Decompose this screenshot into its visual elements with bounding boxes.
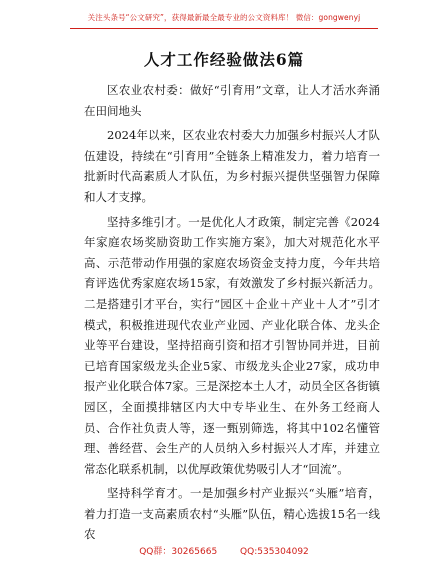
footer-qq-group: QQ群：30265665	[139, 547, 218, 557]
paragraph-talent-cultivation: 坚持科学育才。一是加强乡村产业振兴“头雁”培育，着力打造一支高素质农村“头雁”队伍，精心选拔15名一线农	[84, 486, 380, 542]
footer-contact	[0, 544, 448, 557]
document-title: 人才工作经验做法6篇	[143, 50, 305, 69]
paragraph-intro: 2024年以来，区农业农村委大力加强乡村振兴人才队伍建设，持续在“引育用”全链条上精准发力，着力培育一批新时代高素质人才队伍，为乡村振兴提供坚强智力保障和人才支撑。	[84, 128, 380, 204]
footer-qq-number: QQ:535304092	[240, 547, 309, 557]
header-divider	[70, 28, 378, 29]
paragraph-talent-attraction: 坚持多维引才。一是优化人才政策，制定完善《2024年家庭农场奖励资助工作实施方案》，加大对规范化水平高、示范带动作用强的家庭农场资金支持力度，今年共培育评选优秀家庭农场15家，有效激发了乡村振兴新活力。二是搭建引才平台，实行“园区＋企业＋产业＋人才”引才模式，积极推进现代农业产业园、产业化联合体、龙头企业等平台建设，坚持招商引资和招才引智协同并进，目前已培育国家级龙头企业5家、市级龙头企业27家，成功申报产业化联合体7家。三是深挖本土人才，动员全区各街镇园区，全面摸排辖区内大中专毕业生、在外务工经商人员、合作社负责人等，逐一甄别筛选，将其中102名懂管理、善经营、会生产的人员纳入乡村振兴人才库，并建立常态化联系机制，以优厚政策优势吸引人才“回流”。	[84, 214, 380, 476]
paragraph-subtitle: 区农业农村委：做好“引育用”文章，让人才活水奔涌在田间地头	[84, 83, 380, 118]
document-body	[84, 80, 380, 545]
header-banner: 关注头条号“公文研究”，获得最新最全最专业的公文资料库！ 微信：gongwenyj	[87, 13, 361, 22]
